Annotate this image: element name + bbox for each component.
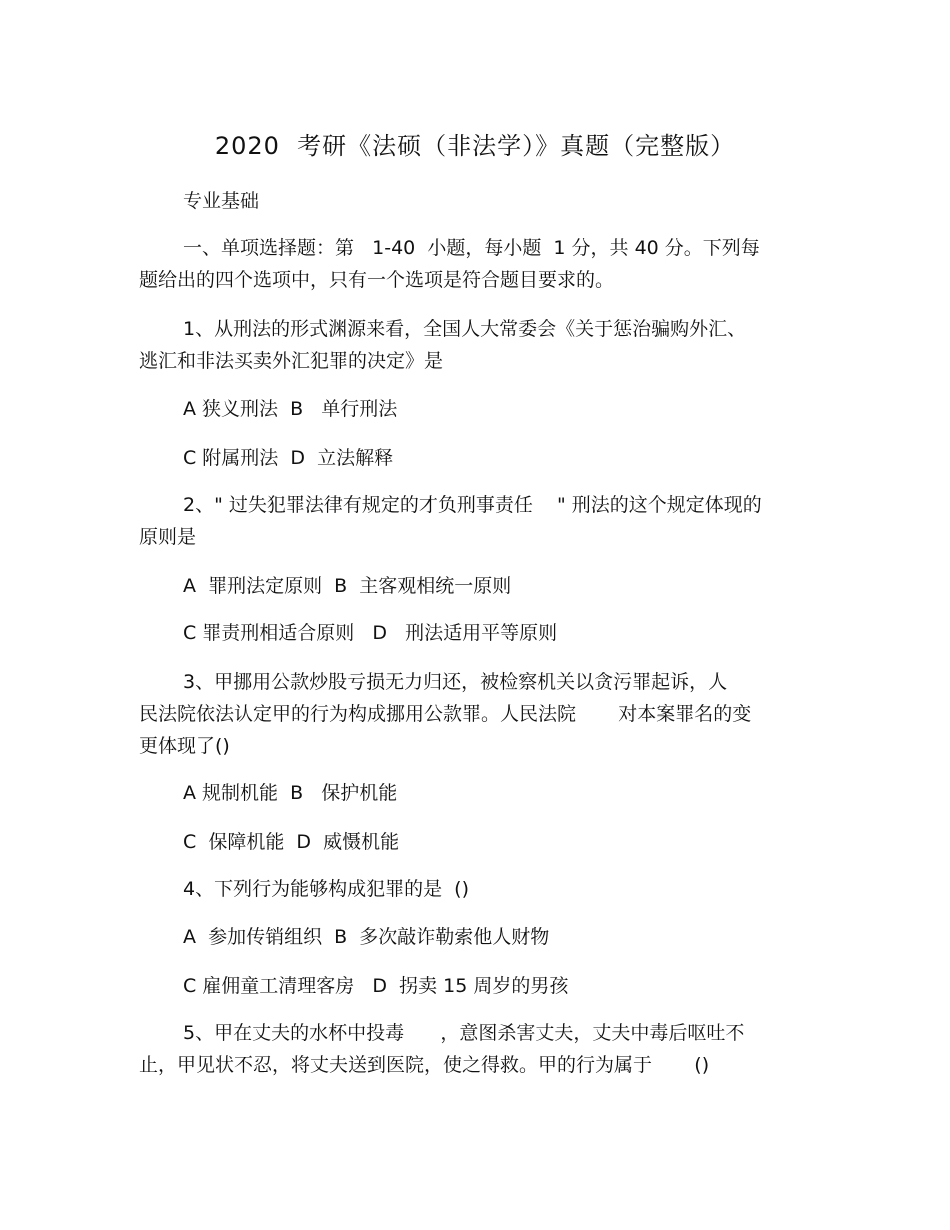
question-3-stem-line-1: 3、甲挪用公款炒股亏损无力归还，被检察机关以贪污罪起诉，人 bbox=[183, 671, 728, 693]
intro-line-1: 一、单项选择题：第 1-40 小题，每小题 1 分，共 40 分。下列每 bbox=[183, 237, 760, 259]
question-3-stem-line-3: 更体现了() bbox=[139, 735, 230, 757]
section-heading: 专业基础 bbox=[183, 190, 260, 212]
intro-line-2: 题给出的四个选项中，只有一个选项是符合题目要求的。 bbox=[139, 269, 615, 291]
question-3-stem-line-2: 民法院依法认定甲的行为构成挪用公款罪。人民法院 对本案罪名的变 bbox=[139, 703, 752, 725]
question-1-stem-line-2: 逃汇和非法买卖外汇犯罪的决定》是 bbox=[139, 350, 444, 372]
question-2-options-cd: C 罪责刑相适合原则 D 刑法适用平等原则 bbox=[183, 622, 558, 644]
question-4-options-cd: C 雇佣童工清理客房 D 拐卖 15 周岁的男孩 bbox=[183, 975, 569, 997]
question-1-options-cd: C 附属刑法 D 立法解释 bbox=[183, 447, 394, 469]
question-2-stem-line-2: 原则是 bbox=[139, 526, 197, 548]
question-5-stem-line-2: 止，甲见状不忍，将丈夫送到医院，使之得救。甲的行为属于 () bbox=[139, 1054, 710, 1076]
document-title: 2020 考研《法硕（非法学）》真题（完整版） bbox=[214, 132, 736, 160]
question-2-options-ab: A 罪刑法定原则 B 主客观相统一原则 bbox=[183, 575, 512, 597]
question-4-stem-line-1: 4、下列行为能够构成犯罪的是 () bbox=[183, 878, 469, 900]
question-3-options-cd: C 保障机能 D 威慑机能 bbox=[183, 831, 400, 853]
question-5-stem-line-1: 5、甲在丈夫的水杯中投毒 ，意图杀害丈夫，丈夫中毒后呕吐不 bbox=[183, 1022, 745, 1044]
question-4-options-ab: A 参加传销组织 B 多次敲诈勒索他人财物 bbox=[183, 926, 550, 948]
question-1-options-ab: A 狭义刑法 B 单行刑法 bbox=[183, 398, 398, 420]
question-2-stem-line-1: 2、" 过失犯罪法律有规定的才负刑事责任 " 刑法的这个规定体现的 bbox=[183, 494, 762, 516]
question-3-options-ab: A 规制机能 B 保护机能 bbox=[183, 782, 398, 804]
question-1-stem-line-1: 1、从刑法的形式渊源来看，全国人大常委会《关于惩治骗购外汇、 bbox=[183, 318, 747, 340]
